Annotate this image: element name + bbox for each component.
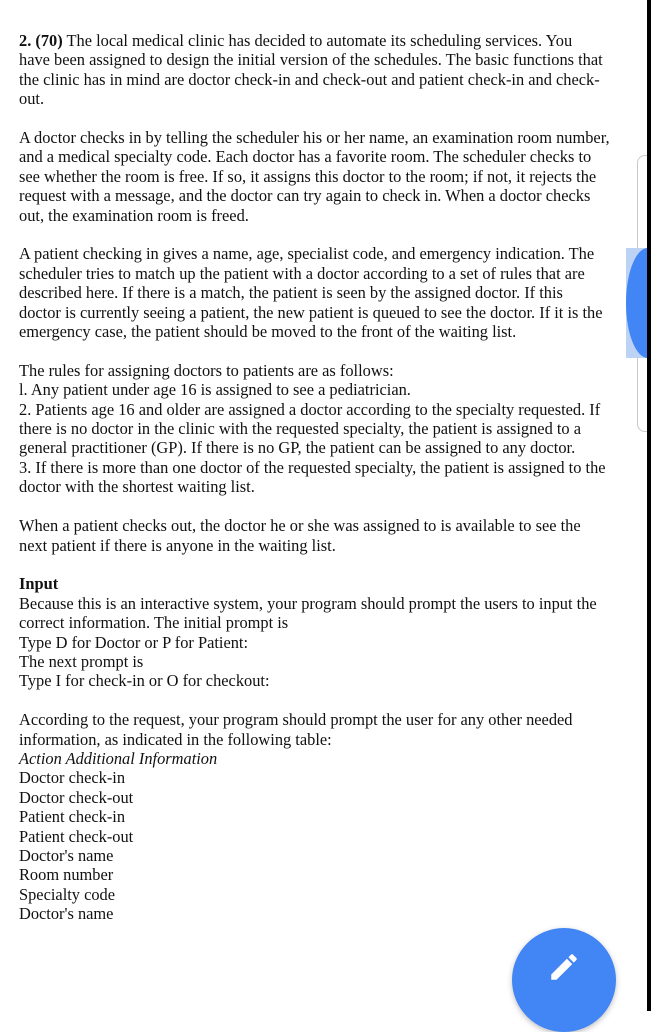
question-intro [19,31,629,109]
rule-1: l. Any patient under age 16 is assigned to see a pediatrician. [19,380,411,400]
rule-3-cont: doctor with the shortest waiting list. [19,477,255,497]
input-line: The next prompt is [19,651,144,671]
table-row: Patient check-out [19,826,134,846]
scrollbar-thumb[interactable] [626,248,647,358]
rule-2-cont: general practitioner (GP). If there is no GP, the patient can be assigned to any doctor. [19,438,576,458]
doctor-paragraph [19,128,629,225]
question-line-1: have been assigned to design the initial version of the schedules. The basic functions that [19,50,603,70]
checkout-paragraph [19,516,629,555]
patient-paragraph [19,244,629,341]
patient-line: described here. If there is a match, the patient is seen by the assigned doctor. If this [19,283,563,303]
input-section [19,574,629,690]
edit-fab-button[interactable] [512,928,616,1032]
screen-edge [647,0,651,1011]
input-heading: Input [19,574,59,594]
rule-2-cont: there is no doctor in the clinic with the requested specialty, the patient is assigned to a [19,419,581,439]
doctor-line: see whether the room is free. If so, it assigns this doctor to the room; if not, it rejects the [19,166,597,186]
checkout-line: When a patient checks out, the doctor he or she was assigned to is available to see the [19,516,581,536]
rule-3: 3. If there is more than one doctor of the requested specialty, the patient is assigned to the [19,457,606,477]
doctor-line: out, the examination room is freed. [19,205,249,225]
input-line: correct information. The initial prompt is [19,613,289,633]
patient-line: doctor is currently seeing a patient, the new patient is queued to see the doctor. If it is the [19,302,603,322]
checkout-line: next patient if there is anyone in the waiting list. [19,535,336,555]
table-row: Doctor check-in [19,768,126,788]
question-number: 2. (70) [19,31,63,50]
pencil-icon [547,950,581,984]
table-intro: information, as indicated in the following table: [19,729,332,749]
table-row: Patient check-in [19,807,126,827]
table-section [19,710,629,923]
table-row: Doctor's name [19,845,114,865]
doctor-line: A doctor checks in by telling the scheduler his or her name, an examination room number, [19,128,610,148]
doctor-line: and a medical specialty code. Each doctor has a favorite room. The scheduler checks to [19,147,592,167]
table-row: Specialty code [19,884,116,904]
question-line-3: out. [19,89,45,109]
initial-prompt: Type D for Doctor or P for Patient: [19,632,249,652]
scrollbar-thumb-handle[interactable] [626,248,647,358]
patient-line: emergency case, the patient should be moved to the front of the waiting list. [19,322,517,342]
doctor-line: request with a message, and the doctor can try again to check in. When a doctor checks [19,186,591,206]
table-row: Doctor's name [19,904,114,924]
rules-heading: The rules for assigning doctors to patients are as follows: [19,360,394,380]
table-header: Action Additional Information [19,748,218,768]
table-row: Doctor check-out [19,787,134,807]
table-row: Room number [19,865,114,885]
table-intro: According to the request, your program should prompt the user for any other needed [19,710,573,730]
document-page [19,31,629,943]
patient-line: scheduler tries to match up the patient with a doctor according to a set of rules that are [19,263,585,283]
patient-line: A patient checking in gives a name, age, specialist code, and emergency indication. The [19,244,595,264]
question-line-2: the clinic has in mind are doctor check-in and check-out and patient check-in and check- [19,69,600,89]
input-line: Because this is an interactive system, your program should prompt the users to input the [19,593,597,613]
rules-paragraph [19,361,629,497]
rule-2: 2. Patients age 16 and older are assigned a doctor according to the specialty requested. If [19,399,601,419]
next-prompt: Type I for check-in or O for checkout: [19,671,270,691]
question-line-0: 2. (70) The local medical clinic has decided to automate its scheduling services. You [19,31,573,50]
